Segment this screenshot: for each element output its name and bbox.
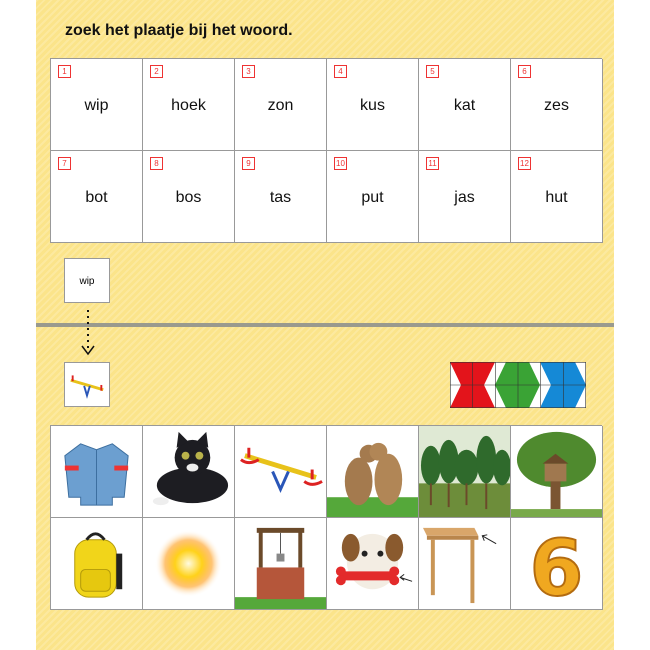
word-grid xyxy=(50,58,602,243)
card-word: hut xyxy=(545,189,568,206)
color-pattern xyxy=(450,362,586,408)
card-number: 8 xyxy=(150,157,163,170)
card-number: 3 xyxy=(242,65,255,78)
card-number: 12 xyxy=(518,157,531,170)
word-card-tas[interactable] xyxy=(235,151,327,243)
picture-seesaw[interactable] xyxy=(235,426,327,518)
picture-sun[interactable] xyxy=(143,518,235,610)
card-number: 10 xyxy=(334,157,347,170)
word-card-zon[interactable] xyxy=(235,59,327,151)
card-word: bos xyxy=(175,189,202,206)
card-word: hoek xyxy=(171,97,206,114)
card-word: zes xyxy=(544,97,569,114)
word-card-put[interactable] xyxy=(327,151,419,243)
picture-forest[interactable] xyxy=(419,426,511,518)
card-word: put xyxy=(361,189,384,206)
card-word: tas xyxy=(269,189,292,206)
card-word: kus xyxy=(360,97,385,114)
picture-dog-with-bone[interactable] xyxy=(327,518,419,610)
picture-kissing-prairie-dogs[interactable] xyxy=(327,426,419,518)
example-word-card: wip xyxy=(64,258,110,303)
card-number: 4 xyxy=(334,65,347,78)
dotted-arrow-icon xyxy=(80,308,96,358)
picture-grid xyxy=(50,425,602,610)
picture-table-corner[interactable] xyxy=(419,518,511,610)
card-number: 2 xyxy=(150,65,163,78)
card-word: jas xyxy=(454,189,475,206)
picture-cat[interactable] xyxy=(143,426,235,518)
word-card-wip[interactable] xyxy=(51,59,143,151)
card-word: zon xyxy=(267,97,294,114)
picture-treehouse[interactable] xyxy=(511,426,603,518)
picture-backpack[interactable] xyxy=(51,518,143,610)
card-word: kat xyxy=(453,97,476,114)
example-picture-card xyxy=(64,362,110,407)
card-number: 6 xyxy=(518,65,531,78)
card-number: 5 xyxy=(426,65,439,78)
word-card-bot[interactable] xyxy=(51,151,143,243)
picture-jacket[interactable] xyxy=(51,426,143,518)
instruction-title: zoek het plaatje bij het woord. xyxy=(65,22,293,39)
divider xyxy=(36,323,614,327)
word-card-hoek[interactable] xyxy=(143,59,235,151)
word-card-kus[interactable] xyxy=(327,59,419,151)
card-word: wip xyxy=(84,97,109,114)
six-glyph: 6 xyxy=(529,524,584,609)
picture-well[interactable] xyxy=(235,518,327,610)
card-number: 9 xyxy=(242,157,255,170)
seesaw-icon xyxy=(65,363,109,406)
word-card-jas[interactable] xyxy=(419,151,511,243)
card-word: bot xyxy=(85,189,108,206)
card-number: 7 xyxy=(58,157,71,170)
card-number: 1 xyxy=(58,65,71,78)
card-number: 11 xyxy=(426,157,439,170)
word-card-kat[interactable] xyxy=(419,59,511,151)
word-card-bos[interactable] xyxy=(143,151,235,243)
word-card-hut[interactable] xyxy=(511,151,603,243)
word-card-zes[interactable] xyxy=(511,59,603,151)
picture-number-six[interactable] xyxy=(511,518,603,610)
